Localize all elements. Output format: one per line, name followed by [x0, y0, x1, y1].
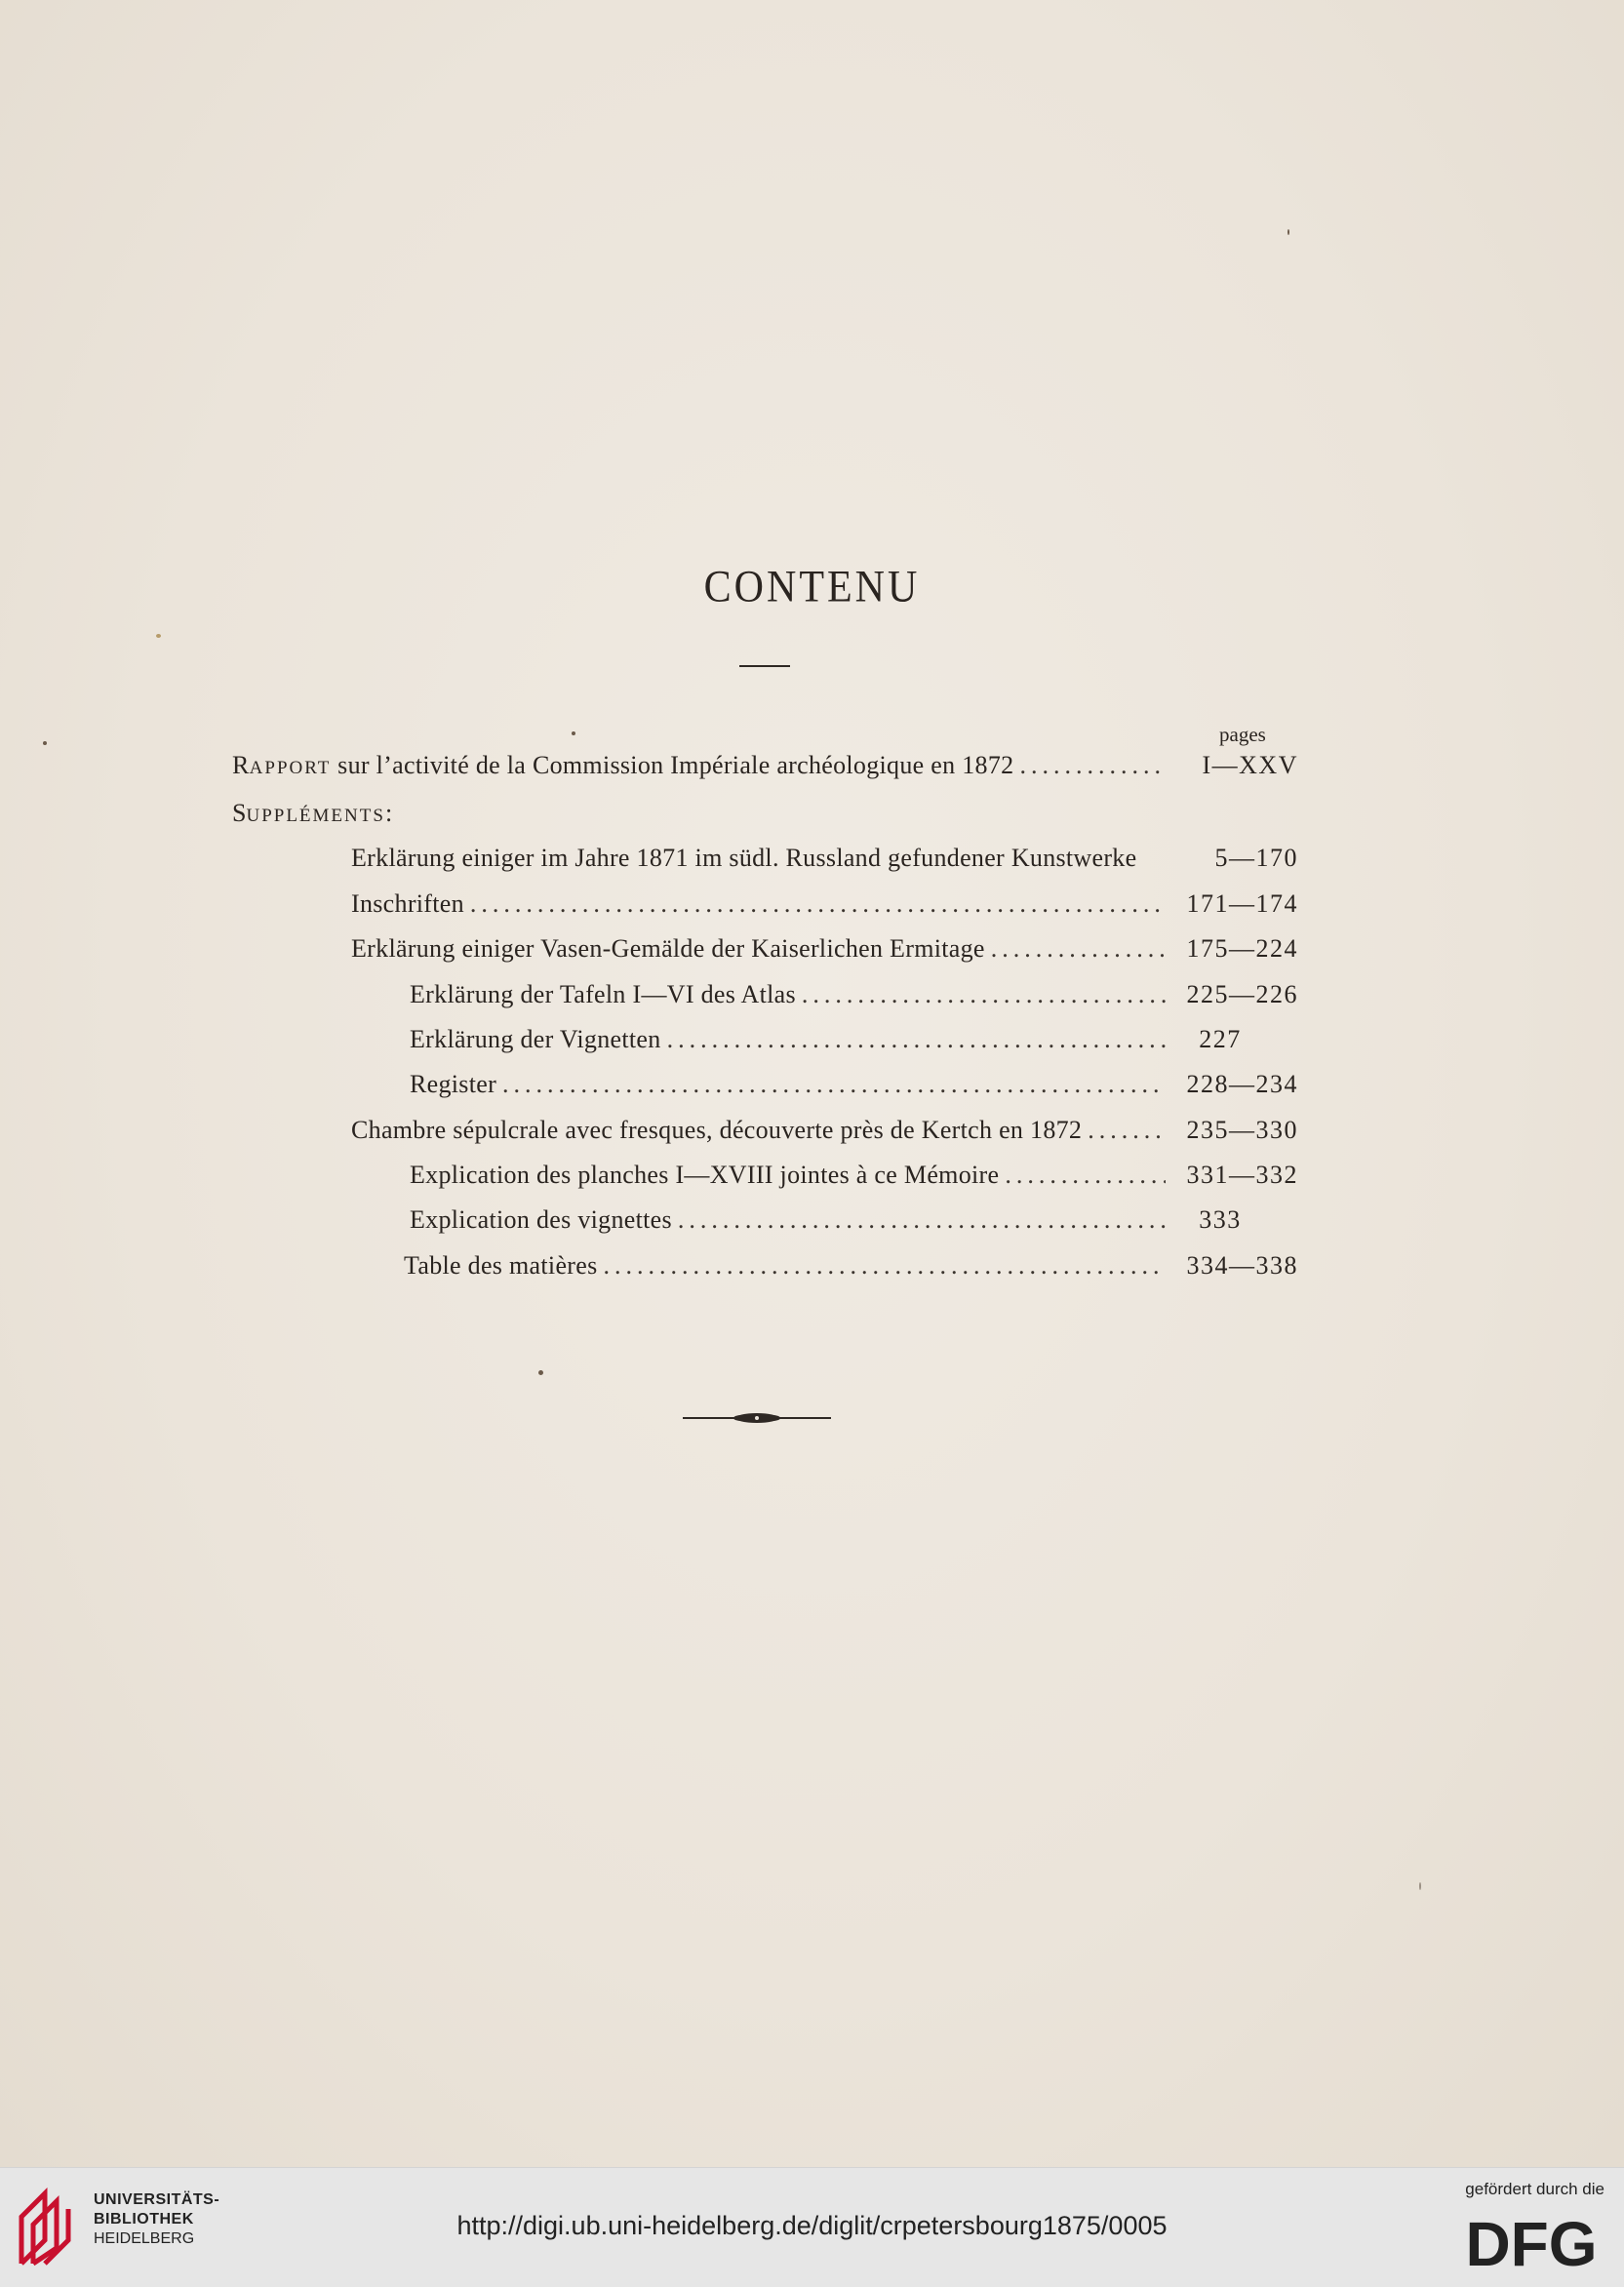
dfg-logo-icon[interactable] [1458, 2207, 1604, 2275]
toc-entry-title: Erklärung einiger Vasen-Gemälde der Kaiserlichen Ermitage [351, 934, 985, 963]
pages-column-heading: pages [1219, 723, 1266, 746]
dot-leader [604, 1251, 1167, 1281]
toc-entry-title: Erklärung der Vignetten [410, 1025, 661, 1053]
toc-entry [351, 1116, 1298, 1155]
toc-entry-pages: 235—330 [1186, 1116, 1298, 1144]
toc-entry-pages: I—XXV [1202, 751, 1298, 779]
dot-leader [991, 934, 1166, 964]
toc-entry-title: Erklärung einiger im Jahre 1871 im südl. Russland gefundener Kunstwerke [351, 844, 1137, 872]
toc-entry [404, 1251, 1298, 1290]
toc-entry-title: Table des matières [404, 1251, 598, 1280]
toc-entry-title: Erklärung der Tafeln I—VI des Atlas [410, 980, 796, 1008]
ornament-rule-icon [683, 1410, 831, 1426]
dot-leader [667, 1025, 1166, 1054]
toc-entry-title: Explication des vignettes [410, 1205, 672, 1234]
dfg-logo-text: DFG [1465, 2209, 1598, 2275]
toc-entry-pages: 225—226 [1186, 980, 1298, 1008]
toc-entry-pages: 228—234 [1186, 1070, 1298, 1098]
dot-leader [1019, 751, 1166, 780]
toc-entry-pages: 171—174 [1186, 889, 1298, 918]
library-name-line2: BIBLIOTHEK [94, 2211, 194, 2228]
toc-entry-text [232, 751, 1013, 780]
toc-entry [410, 1025, 1298, 1064]
toc-entry-pages: 175—224 [1186, 934, 1298, 963]
toc-entry [410, 1161, 1298, 1200]
toc-entry-pages: 227 [1199, 1025, 1242, 1053]
title-rule [739, 665, 790, 667]
dot-leader [1005, 1161, 1166, 1190]
heading-colon: : [384, 799, 393, 827]
toc-entry [410, 1205, 1298, 1244]
toc-entry [410, 1070, 1298, 1109]
toc-entry-title: sur l’activité de la Commission Impériale archéologique en 1872 [331, 751, 1014, 779]
funder-caption: gefördert durch die [1465, 2180, 1604, 2198]
toc-entry [351, 844, 1298, 883]
scan-speck [156, 634, 161, 638]
small-caps-rest: APPORT [249, 758, 332, 778]
toc-entry-pages: 5—170 [1214, 844, 1298, 872]
permalink-url[interactable]: http://digi.ub.uni-heidelberg.de/diglit/crpetersbourg1875/0005 [456, 2211, 1168, 2240]
small-caps-initial: S [232, 799, 247, 827]
toc-entry [410, 980, 1298, 1019]
toc-entry-rapport [232, 751, 1298, 790]
page-title: CONTENU [703, 562, 921, 612]
dot-leader [802, 980, 1166, 1009]
dot-leader [1088, 1116, 1166, 1145]
toc-entry-title: Explication des planches I—XVIII jointes à ce Mémoire [410, 1161, 1000, 1189]
scan-speck [538, 1370, 543, 1375]
toc-entry-pages: 331—332 [1186, 1161, 1298, 1189]
toc-entry-title: Chambre sépulcrale avec fresques, découverte près de Kertch en 1872 [351, 1116, 1083, 1144]
toc-entry-pages: 334—338 [1186, 1251, 1298, 1280]
dot-leader [502, 1070, 1166, 1099]
toc-entry [351, 889, 1298, 928]
supplements-heading [232, 799, 392, 828]
scan-speck [43, 741, 47, 745]
toc-entry-title: Inschriften [351, 889, 464, 918]
toc-entry-title: Register [410, 1070, 497, 1098]
library-name-line3: HEIDELBERG [94, 2230, 195, 2247]
toc-entry-pages: 333 [1199, 1205, 1242, 1234]
dot-leader [678, 1205, 1166, 1235]
scan-speck [1287, 229, 1289, 235]
scan-speck [1419, 1882, 1421, 1890]
footer-bar [0, 2167, 1624, 2287]
small-caps-rest: UPPLÉMENTS [246, 806, 385, 826]
toc-entry [351, 934, 1298, 973]
library-name-line1: UNIVERSITÄTS- [94, 2191, 220, 2208]
small-caps-initial: R [232, 751, 250, 779]
dot-leader [470, 889, 1166, 919]
scan-speck [572, 731, 575, 735]
